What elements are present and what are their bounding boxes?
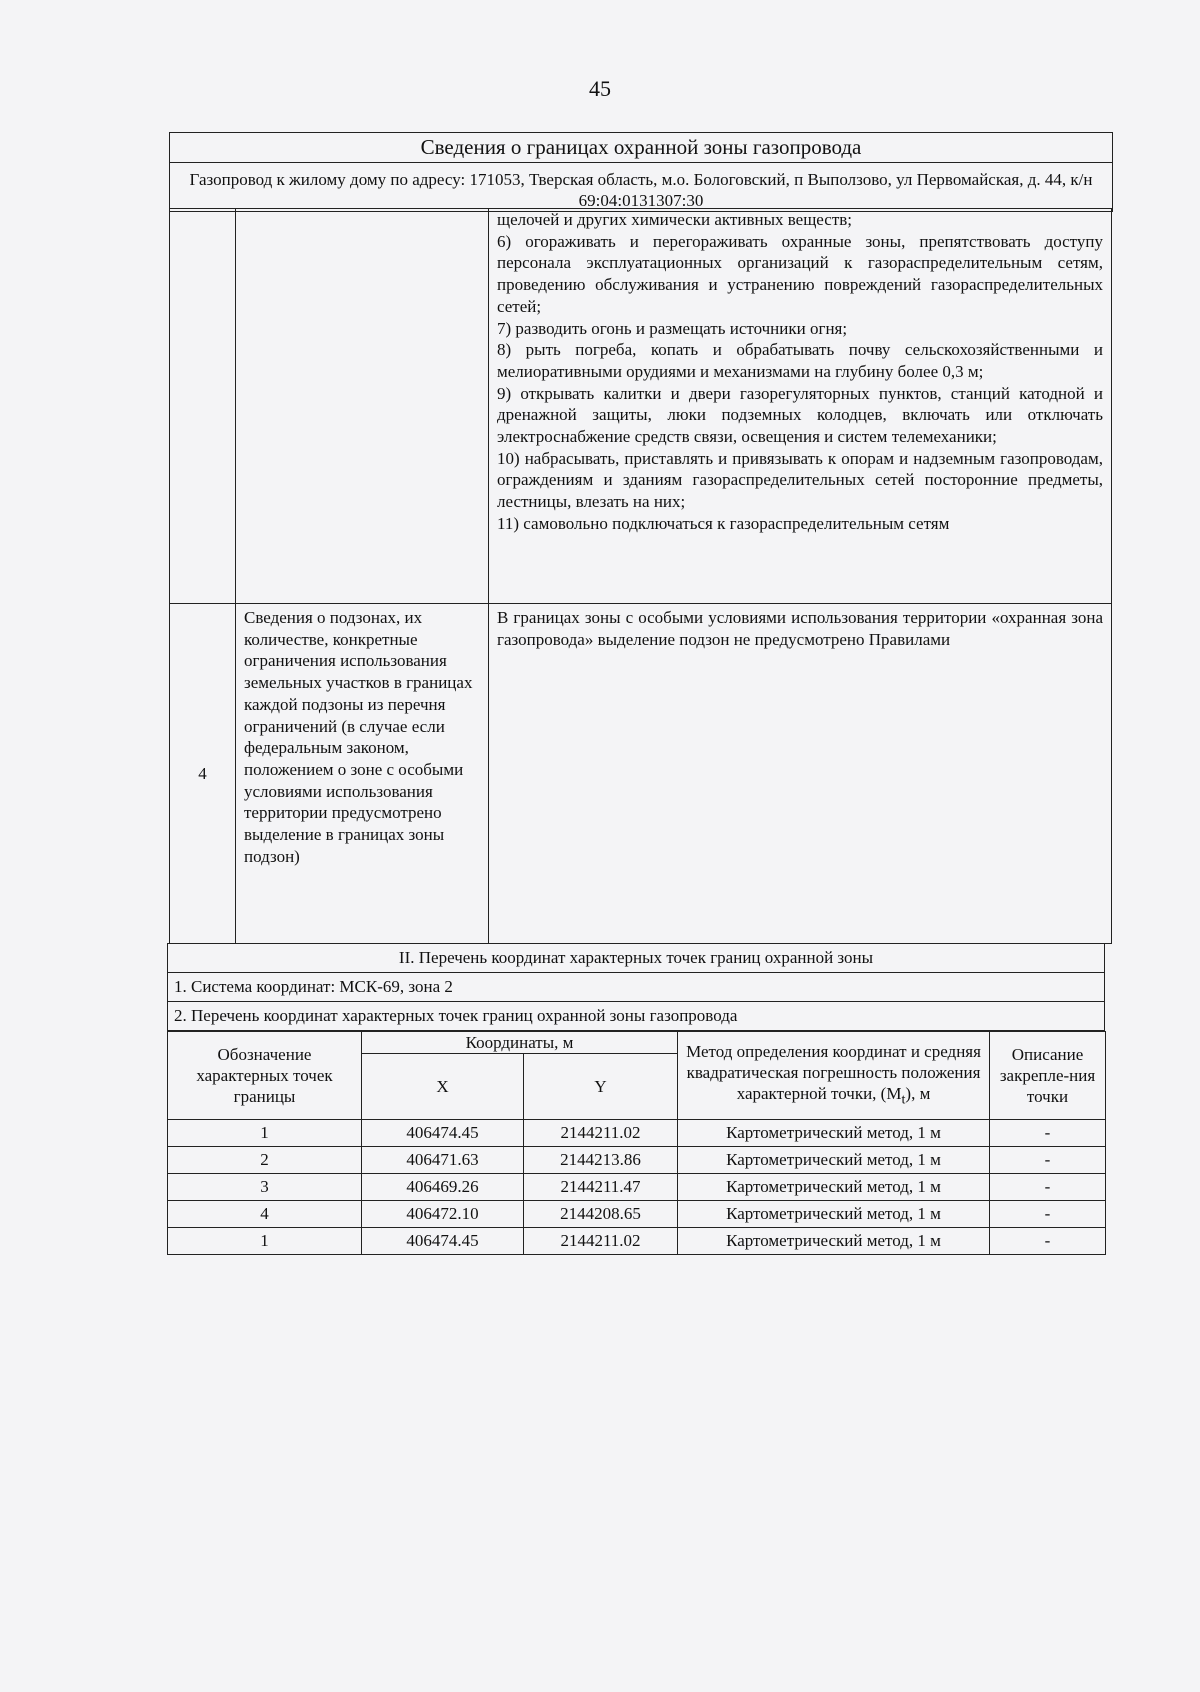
zone-info-table bbox=[169, 208, 1112, 944]
method: Картометрический метод, 1 м bbox=[678, 1120, 990, 1147]
list-title: 2. Перечень координат характерных точек границ охранной зоны газопровода bbox=[168, 1002, 1105, 1031]
restriction-item: 10) набрасывать, приставлять и привязывать к опорам и надземным газопроводам, ограждениям и зданиям газораспределительных сетей посторонние предметы, лестницы, влезать на них; bbox=[497, 448, 1103, 512]
table-row bbox=[168, 1174, 1106, 1201]
page-number: 45 bbox=[589, 76, 611, 101]
header-x: X bbox=[362, 1054, 524, 1120]
header-coordinates: Координаты, м bbox=[362, 1032, 678, 1054]
restriction-item: 8) рыть погреба, копать и обрабатывать почву сельскохозяйственными и мелиоративными орудиями и механизмами на глубину более 0,3 м; bbox=[497, 340, 1103, 381]
description: - bbox=[990, 1228, 1106, 1255]
document-header bbox=[169, 132, 1113, 212]
x-value: 406471.63 bbox=[362, 1147, 524, 1174]
point-id: 1 bbox=[168, 1120, 362, 1147]
description: - bbox=[990, 1201, 1106, 1228]
row-number bbox=[170, 209, 236, 604]
method: Картометрический метод, 1 м bbox=[678, 1174, 990, 1201]
document-title: Сведения о границах охранной зоны газопровода bbox=[170, 133, 1112, 163]
section-2-table bbox=[167, 943, 1105, 1031]
table-row bbox=[168, 1147, 1106, 1174]
method: Картометрический метод, 1 м bbox=[678, 1228, 990, 1255]
row-number: 4 bbox=[170, 604, 236, 944]
x-value: 406472.10 bbox=[362, 1201, 524, 1228]
x-value: 406474.45 bbox=[362, 1120, 524, 1147]
restriction-item: 9) открывать калитки и двери газорегуляторных пунктов, станций катодной и дренажной защиты, люки подземных колодцев, включать или отключать электроснабжение средств связи, освещения и систем телемеханики; bbox=[497, 383, 1103, 447]
y-value: 2144208.65 bbox=[524, 1201, 678, 1228]
x-value: 406469.26 bbox=[362, 1174, 524, 1201]
coordinates-table bbox=[167, 1031, 1106, 1255]
header-method: Метод определения координат и средняя квадратическая погрешность положения характерной точки, $(M_t)$, м bbox=[678, 1032, 990, 1120]
point-id: 2 bbox=[168, 1147, 362, 1174]
description: - bbox=[990, 1147, 1106, 1174]
table-row bbox=[168, 1201, 1106, 1228]
header-point: Обозначение характерных точек границы bbox=[168, 1032, 362, 1120]
table-row bbox=[168, 1228, 1106, 1255]
header-y: Y bbox=[524, 1054, 678, 1120]
point-id: 1 bbox=[168, 1228, 362, 1255]
y-value: 2144211.47 bbox=[524, 1174, 678, 1201]
method: Картометрический метод, 1 м bbox=[678, 1201, 990, 1228]
x-value: 406474.45 bbox=[362, 1228, 524, 1255]
restriction-item: 7) разводить огонь и размещать источники огня; bbox=[497, 318, 848, 338]
restriction-item: щелочей и других химически активных веществ; bbox=[497, 210, 852, 229]
header-description: Описание закрепле-ния точки bbox=[990, 1032, 1106, 1120]
row-content: В границах зоны с особыми условиями использования территории «охранная зона газопровода» выделение подзон не предусмотрено Правилами bbox=[489, 604, 1112, 944]
table-row bbox=[170, 209, 1112, 604]
point-id: 3 bbox=[168, 1174, 362, 1201]
description: - bbox=[990, 1120, 1106, 1147]
restriction-item: 11) самовольно подключаться к газораспределительным сетям bbox=[497, 513, 950, 533]
section-title: II. Перечень координат характерных точек границ охранной зоны bbox=[168, 944, 1105, 973]
y-value: 2144211.02 bbox=[524, 1120, 678, 1147]
point-id: 4 bbox=[168, 1201, 362, 1228]
table-row bbox=[170, 604, 1112, 944]
document-subtitle: Газопровод к жилому дому по адресу: 171053, Тверская область, м.о. Бологовский, п Выползово, ул Первомайская, д. 44, к/н 69:04:0131307:30 bbox=[170, 163, 1112, 212]
row-label bbox=[236, 209, 489, 604]
restriction-item: 6) огораживать и перегораживать охранные зоны, препятствовать доступу персонала эксплуатационных организаций к газораспределительным сетям, проведению обслуживания и устранению повреждений газораспределительных сетей; bbox=[497, 231, 1103, 316]
y-value: 2144211.02 bbox=[524, 1228, 678, 1255]
coordinate-system: 1. Система координат: МСК-69, зона 2 bbox=[168, 973, 1105, 1002]
method: Картометрический метод, 1 м bbox=[678, 1147, 990, 1174]
row-label: Сведения о подзонах, их количестве, конкретные ограничения использования земельных участков в границах каждой подзоны из перечня ограничений (в случае если федеральным законом, положением о зоне с особыми условиями использования территории предусмотрено выделение в границах зоны подзон) bbox=[236, 604, 489, 944]
row-content bbox=[489, 209, 1112, 604]
y-value: 2144213.86 bbox=[524, 1147, 678, 1174]
description: - bbox=[990, 1174, 1106, 1201]
table-row bbox=[168, 1120, 1106, 1147]
